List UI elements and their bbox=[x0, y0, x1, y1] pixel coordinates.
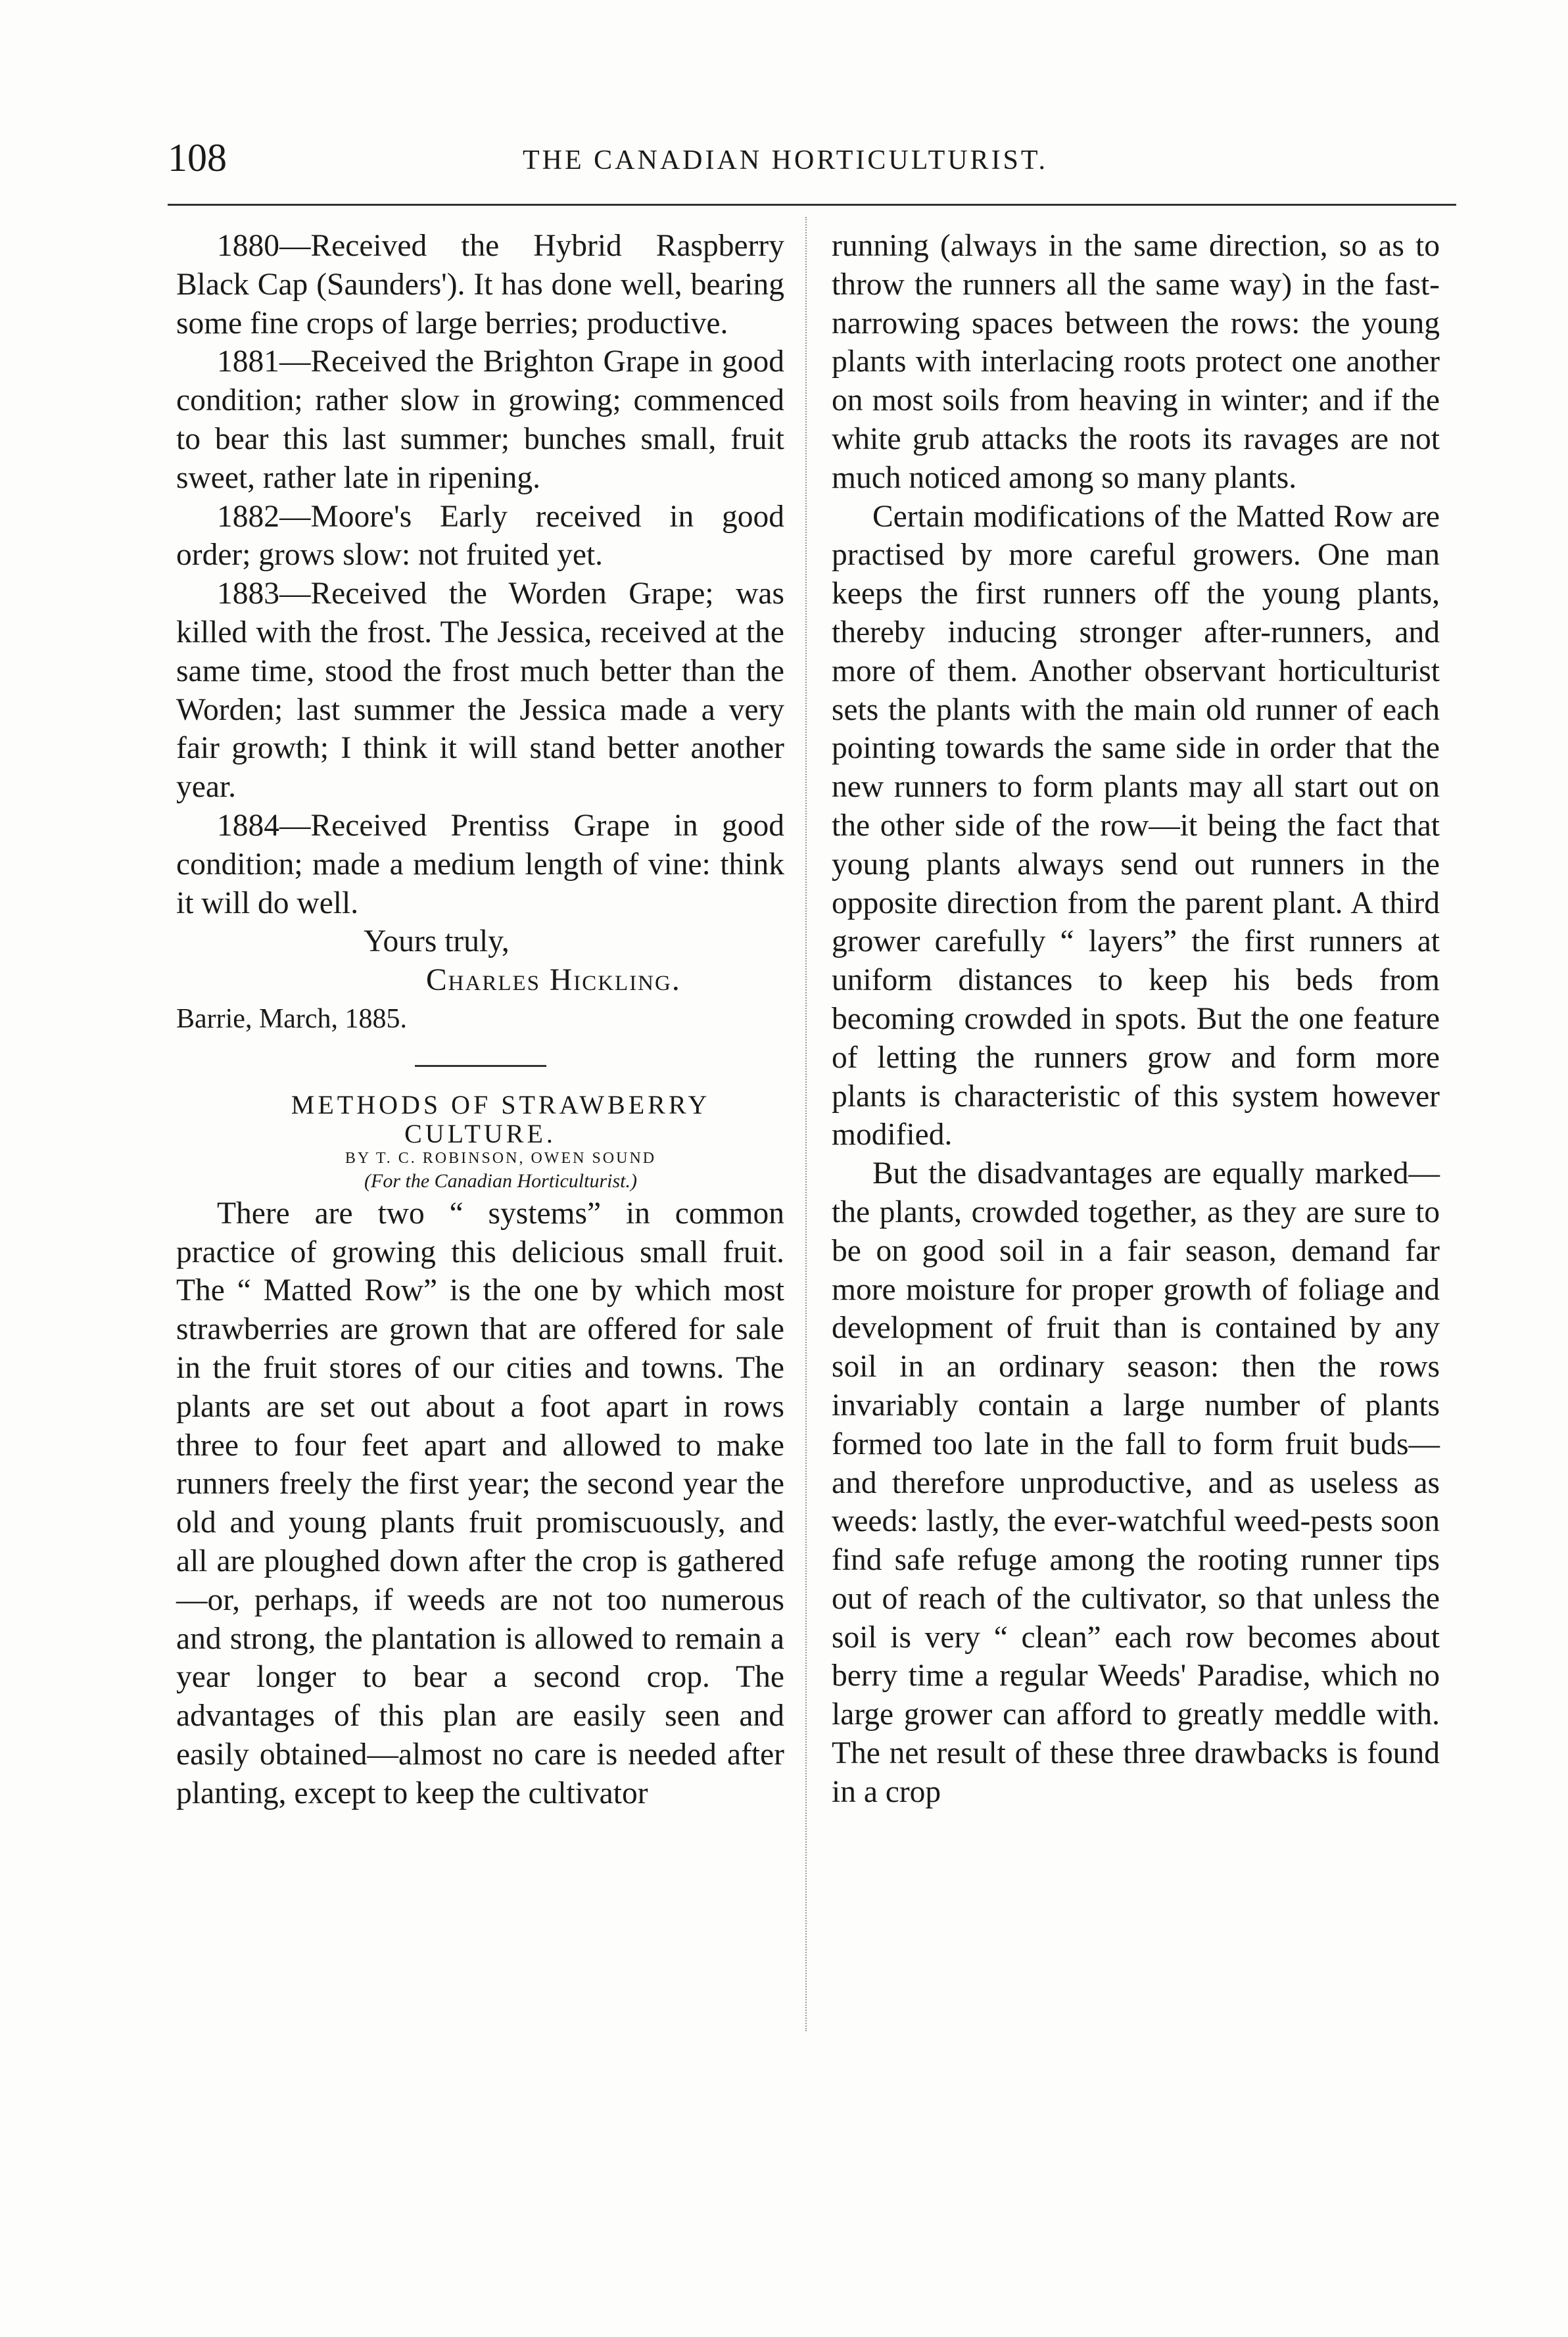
running-title: THE CANADIAN HORTICULTURIST. bbox=[523, 145, 1048, 176]
letter-closing: Yours truly, bbox=[364, 924, 510, 959]
article-byline: BY T. C. ROBINSON, OWEN SOUND bbox=[344, 1149, 657, 1167]
article-paragraph: There are two “ systems” in common practice of growing this delicious small fruit. The “ Matted Row” is the one by which most strawberries are grown that are offered for sale in the fruit stores of our cities and towns. The plants are set out about a foot apart in rows three to four feet apart and allowed to make runners freely the first year; the second year the old and young plants fruit promiscuously, and all are ploughed down after the crop is gathered—or, perhaps, if weeds are not too numerous and strong, the plantation is allowed to remain a year longer to bear a second crop. The advantages of this plan are easily seen and easily obtained—almost no care is needed after planting, except to keep the cultivator bbox=[176, 1196, 784, 1810]
entry-1883: 1883—Received the Worden Grape; was killed with the frost. The Jessica, received at the same time, stood the frost much better than the Worden; last summer the Jessica made a very fair growth; I think it will stand better another year. bbox=[176, 577, 784, 805]
entry-1882: 1882—Moore's Early received in good order; grows slow: not fruited yet. bbox=[176, 499, 784, 573]
entry-1880: 1880—Received the Hybrid Raspberry Black Cap (Saunders'). It has done well, bearing some fine crops of large berries; productive. bbox=[176, 229, 784, 341]
entry-1884: 1884—Received Prentiss Grape in good condition; made a medium length of vine: think it will do well. bbox=[176, 808, 784, 920]
article-paragraph-continued: running (always in the same direction, so as to throw the runners all the same way) in the fast-narrowing spaces between the rows: the young plants with interlacing roots protect one another on most soils from heaving in winter; and if the white grub attacks the roots its ravages are not much noticed among so many plants. bbox=[832, 229, 1440, 495]
left-column bbox=[176, 227, 784, 1812]
section-divider bbox=[415, 1065, 546, 1067]
letter-signature: Charles Hickling. bbox=[426, 963, 681, 998]
letter-place-date: Barrie, March, 1885. bbox=[176, 1003, 408, 1034]
article-paragraph: But the disadvantages are equally marked—the plants, crowded together, as they are sure to be on good soil in a fair season, demand far more moisture for proper growth of foliage and development of fruit than is contained by any soil in an ordinary season: then the rows invariably contain a large number of plants formed too late in the fall to form fruit buds—and therefore unproductive, and as useless as weeds: lastly, the ever-watchful weed-pests soon find safe refuge among the rooting runner tips out of reach of the cultivator, so that unless the soil is very “ clean” each row becomes about berry time a regular Weeds' Paradise, which no large grower can afford to greatly meddle with. The net result of these three drawbacks is found in a crop bbox=[832, 1156, 1440, 1809]
page-number: 108 bbox=[168, 136, 227, 179]
entry-1881: 1881—Received the Brighton Grape in good condition; rather slow in growing; commenced to bear this last summer; bunches small, fruit sweet, rather late in ripening. bbox=[176, 344, 784, 495]
article-for-line: (For the Canadian Horticulturist.) bbox=[364, 1169, 637, 1192]
article-title: METHODS OF STRAWBERRY CULTURE. bbox=[291, 1089, 711, 1148]
article-paragraph: Certain modifications of the Matted Row are practised by more careful growers. One man keeps the first runners off the young plants, thereby inducing stronger after-runners, and more of them. Another observant horticulturist sets the plants with the main old runner of each pointing towards the same side in order that the new runners to form plants may all start out on the other side of the row—it being the fact that young plants always send out runners in the opposite direction from the parent plant. A third grower carefully “ layers” the first runners at uniform distances to keep his beds from becoming crowded in spots. But the one feature of letting the runners grow and form more plants is characteristic of this system however modified. bbox=[832, 499, 1440, 1152]
column-divider bbox=[805, 217, 807, 2031]
right-column bbox=[832, 227, 1440, 1812]
page-header bbox=[168, 135, 1417, 194]
header-rule bbox=[168, 204, 1456, 206]
